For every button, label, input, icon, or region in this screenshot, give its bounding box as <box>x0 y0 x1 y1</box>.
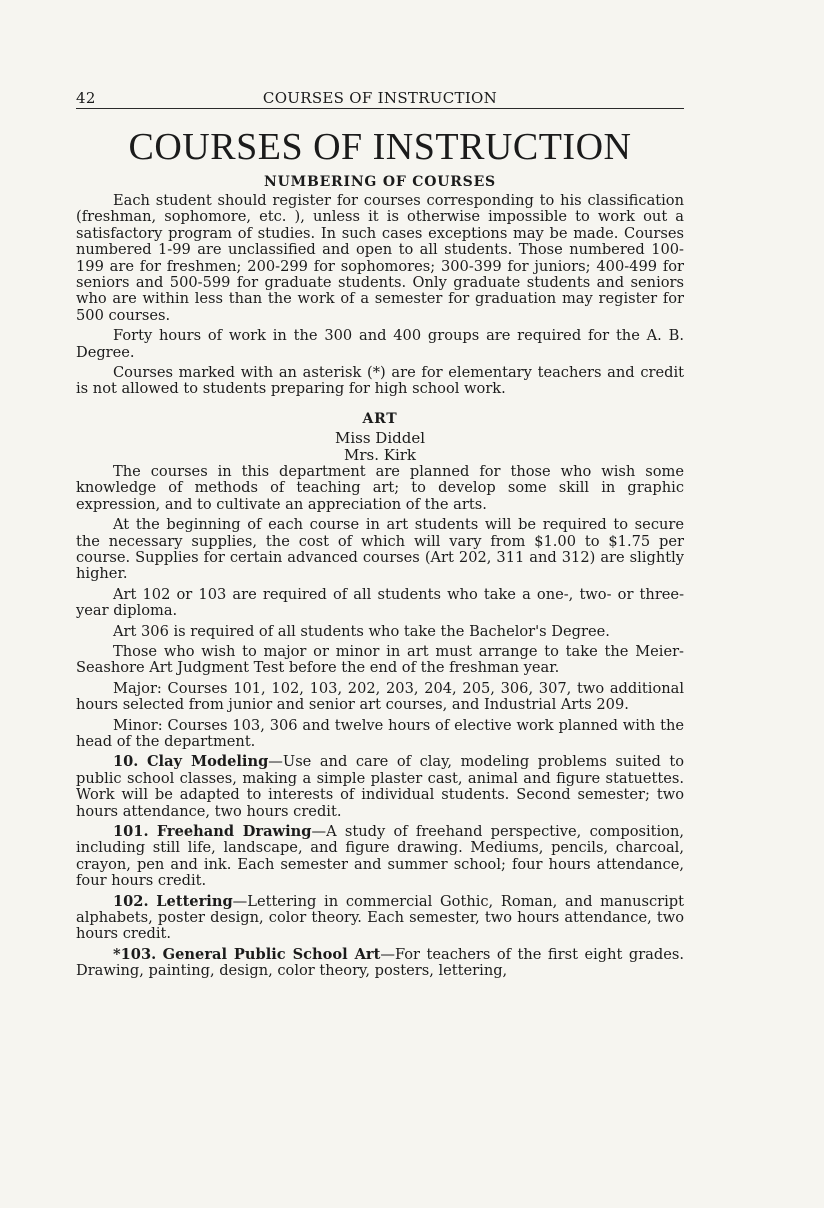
numbering-heading: NUMBERING OF COURSES <box>264 174 496 190</box>
course-number: 101. <box>113 823 149 840</box>
art-heading: ART <box>362 410 398 427</box>
art-paragraph: Art 102 or 103 are required of all students who take a one-, two- or three-year diploma. <box>76 585 684 620</box>
page-title: COURSES OF INSTRUCTION <box>128 126 632 168</box>
running-header <box>76 86 684 109</box>
course-entry <box>76 754 684 820</box>
numbering-paragraph: Each student should register for courses corresponding to his classification (freshman, sophomore, etc. ), unless it is otherwise impossible to work out a satisfactory program of studies. In such cases exceptions may be made. Courses numbered 1-99 are unclassified and open to all students. Those numbered 100-199 are for freshmen; 200-299 for sophomores; 300-399 for juniors; 400-499 for seniors and 500-599 for graduate students. Only graduate students and seniors who are within less than the work of a semester for graduation may register for 500 courses. <box>76 192 684 324</box>
numbering-paragraph: Forty hours of work in the 300 and 400 groups are required for the A. B. Degree. <box>76 327 684 361</box>
art-paragraph: At the beginning of each course in art students will be required to secure the necessary supplies, the cost of which will vary from $1.00 to $1.75 per course. Supplies for certain advanced courses (Art 202, 311 and 312) are slightly higher. <box>76 516 684 583</box>
numbering-paragraph: Courses marked with an asterisk (*) are for elementary teachers and credit is not allowed to students preparing for high school work. <box>76 364 684 398</box>
running-title: COURSES OF INSTRUCTION <box>262 89 498 107</box>
art-paragraph: The courses in this department are planned for those who wish some knowledge of methods of teaching art; to develop some skill in graphic expression, and to cultivate an appreciation of the arts. <box>76 462 684 513</box>
course-description: —Lettering in commercial Gothic, Roman, and manuscript alphabets, poster design, color theory. Each semester, two hours attendance, two hours credit. <box>76 892 684 943</box>
course-number: 102. <box>113 892 149 910</box>
faculty-name: Mrs. Kirk <box>343 445 417 464</box>
course-name: General Public School Art <box>162 945 381 963</box>
course-number: *103. <box>113 945 157 963</box>
course-name: Freehand Drawing <box>156 823 312 840</box>
art-paragraph: Those who wish to major or minor in art must arrange to take the Meier-Seashore Art Judgment Test before the end of the freshman year. <box>76 642 684 677</box>
art-paragraph: Art 306 is required of all students who take the Bachelor's Degree. <box>113 622 610 640</box>
course-entry <box>76 947 684 980</box>
course-description: —A study of freehand perspective, composition, including still life, landscape, and figure drawing. Mediums, pencils, charcoal, crayon, pen and ink. Each semester and summer school; four hours attendance, four hours credit. <box>76 823 685 890</box>
course-number: 10. <box>113 753 139 771</box>
course-entry <box>76 894 684 943</box>
course-name: Clay Modeling <box>146 753 269 771</box>
document-page <box>76 86 684 980</box>
course-description: —Use and care of clay, modeling problems suited to public school classes, making a simple plaster cast, animal and figure statuettes. Work will be adapted to interests of individual students. Second semester; two hours attendance, two hours credit. <box>76 753 684 820</box>
faculty-name: Miss Diddel <box>334 428 426 447</box>
course-description: —For teachers of the first eight grades. Drawing, painting, design, color theory, posters, lettering, <box>76 945 684 980</box>
art-paragraph: Major: Courses 101, 102, 103, 202, 203, 204, 205, 306, 307, two additional hours selected from junior and senior art courses, and Industrial Arts 209. <box>76 679 684 714</box>
page-number: 42 <box>76 89 96 107</box>
course-name: Lettering <box>156 892 233 910</box>
art-paragraph: Minor: Courses 103, 306 and twelve hours of elective work planned with the head of the department. <box>76 716 684 750</box>
course-entry <box>76 824 684 890</box>
